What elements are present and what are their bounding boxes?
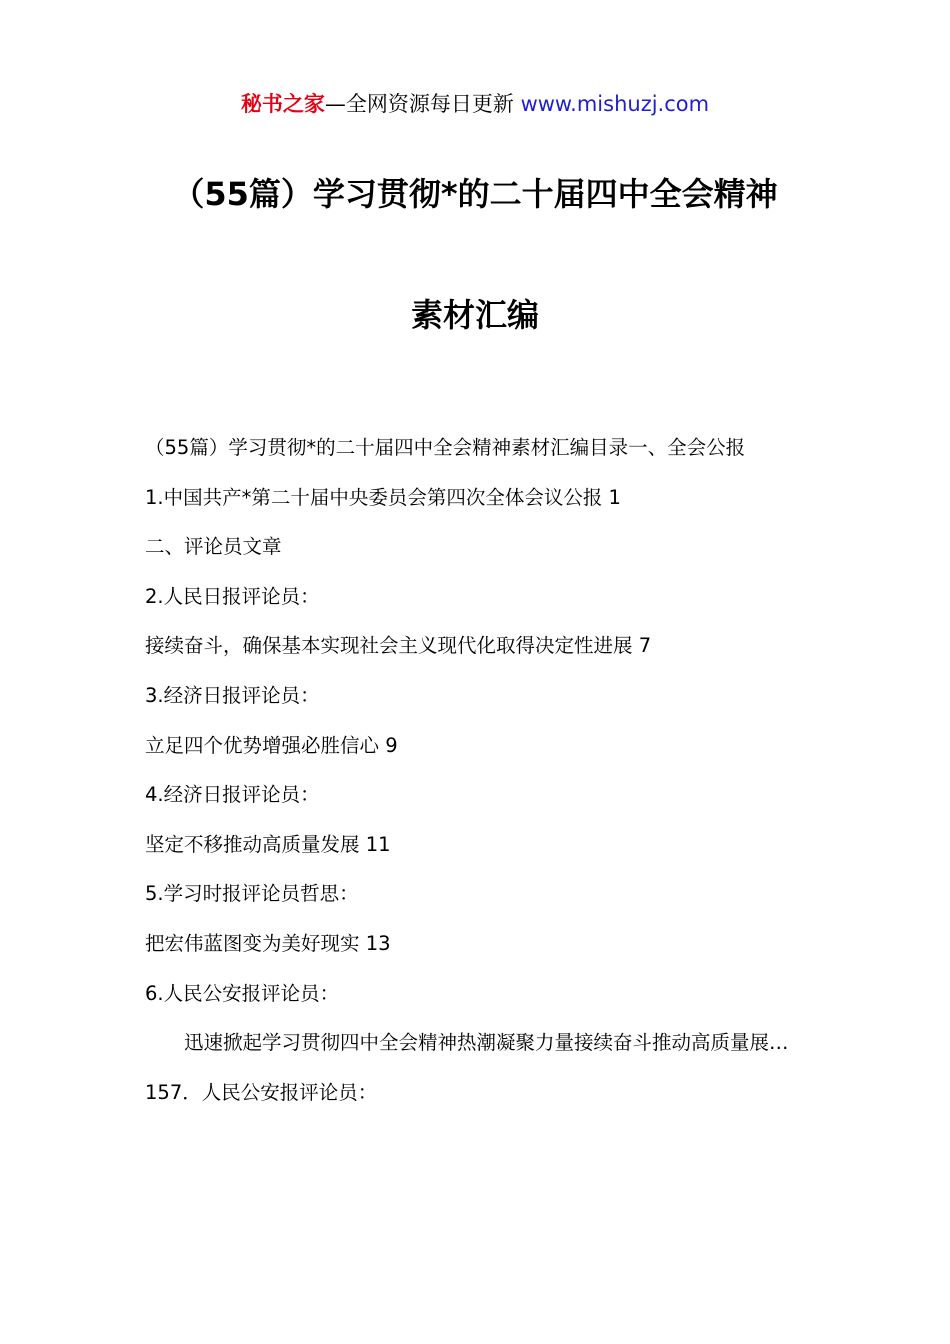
document-title-line-1: （55篇）学习贯彻*的二十届四中全会精神 <box>172 175 778 213</box>
toc-entry: 3.经济日报评论员： <box>145 683 320 707</box>
toc-intro-paragraph: （55篇）学习贯彻*的二十届四中全会精神素材汇编目录一、全会公报 <box>145 436 746 459</box>
site-url-link[interactable]: www.mishuzj.com <box>520 92 710 116</box>
toc-entry: 2.人民日报评论员： <box>145 584 320 608</box>
toc-entry: 坚定不移推动高质量发展 11 <box>145 832 391 856</box>
toc-entry: 4.经济日报评论员： <box>145 783 320 807</box>
toc-entry: 6.人民公安报评论员： <box>145 981 340 1005</box>
site-header <box>0 88 950 120</box>
toc-entry: 5.学习时报评论员哲思： <box>145 882 359 906</box>
brand-name: 秘书之家 <box>240 92 325 116</box>
document-title-line-2: 素材汇编 <box>410 296 539 334</box>
toc-entry: 立足四个优势增强必胜信心 9 <box>145 733 398 757</box>
toc-entry: 接续奋斗，确保基本实现社会主义现代化取得决定性进展 7 <box>145 634 652 658</box>
document-body <box>145 423 807 1117</box>
toc-section-heading: 二、评论员文章 <box>145 535 282 559</box>
header-tagline: —全网资源每日更新 <box>324 92 514 116</box>
toc-entry-indented: 迅速掀起学习贯彻四中全会精神热潮凝聚力量接续奋斗推动高质量展…157．人民公安报评论员： <box>145 1031 789 1104</box>
toc-entry: 把宏伟蓝图变为美好现实 13 <box>145 931 391 955</box>
toc-entry: 1.中国共产*第二十届中央委员会第四次全体会议公报 1 <box>145 485 621 509</box>
